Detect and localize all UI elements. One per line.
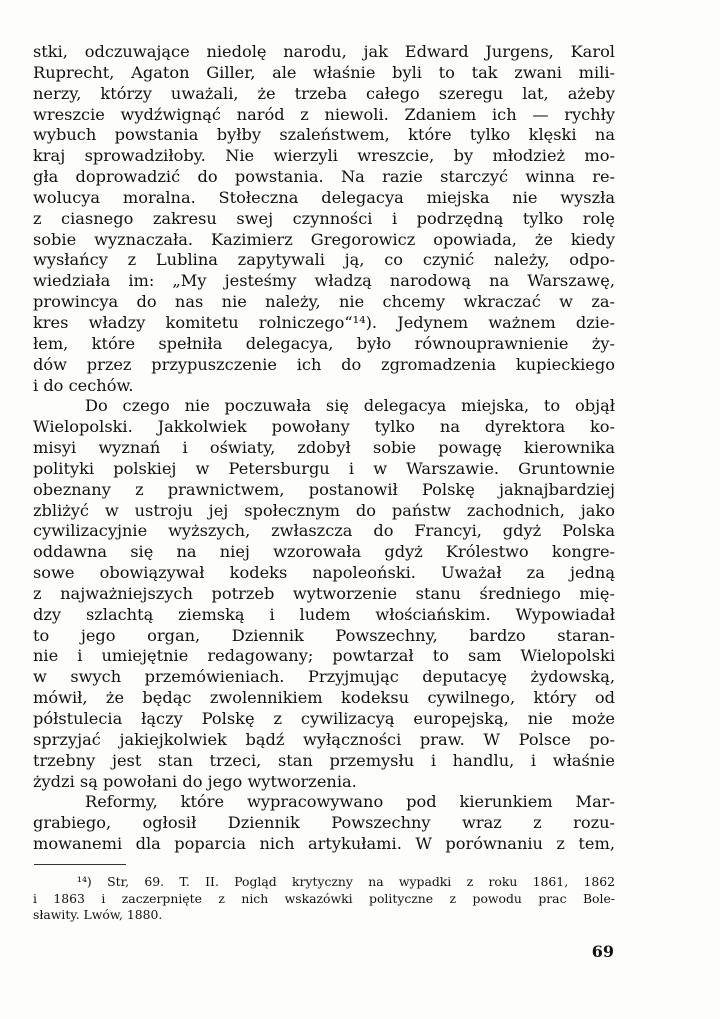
text-line: półstulecia łączy Polskę z cywilizacyą europejską, nie może [33,709,615,728]
text-line: cywilizacyjnie wyższych, zwłaszcza do Francyi, gdyż Polska [33,521,615,541]
text-line: z ciasnego zakresu swej czynności i podrzędną tylko rolę [33,208,615,228]
text-line: dzy szlachtą ziemską i ludem włościańskim. Wypowiadał [33,604,615,624]
main-text [33,42,615,855]
text-line: z najważniejszych potrzeb wytworzenie stanu średniego mię- [33,583,615,603]
footnote-line: sławity. Lwów, 1880. [33,907,163,922]
text-line: sobie wyznaczała. Kazimierz Gregorowicz opowiada, że kiedy [33,229,615,249]
page-number: 69 [591,942,614,961]
text-line: wysłańcy z Lublina zapytywali ją, co czynić należy, odpo- [33,250,615,270]
text-line: kraj sprowadziłoby. Nie wierzyli wreszcie, by młodzież mo- [33,146,615,166]
text-line: łem, które spełniła delegacya, było równouprawnienie ży- [33,333,615,353]
text-line: w swych przemówieniach. Przyjmując deputacyę żydowską, [33,667,615,687]
text-line: wreszcie wydźwignąć naród z niewoli. Zdaniem ich — rychły [33,104,615,124]
text-line: prowincya do nas nie należy, nie chcemy wkraczać w za- [33,292,615,312]
footnote-line: ¹⁴) Str, 69. T. II. Pogląd krytyczny na wypadki z roku 1861, 1862 [77,874,615,889]
text-line: kres władzy komitetu rolniczego“¹⁴). Jedynem ważnem dzie- [33,312,615,332]
text-line: zbliżyć w ustroju jej społecznym do państw zachodnich, jako [33,500,615,520]
footnote-line: i 1863 i zaczerpnięte z nich wskazówki polityczne z powodu prac Bole- [33,890,615,906]
text-line: misyi wyznań i oświaty, zdobył sobie powagę kierownika [33,438,615,458]
text-line: żydzi są powołani do jego wytworzenia. [33,771,357,791]
text-line: mowanemi dla poparcia nich artykułami. W porównaniu z tem, [33,834,615,854]
text-line: sowe obowiązywał kodeks napoleoński. Uważał za jedną [33,563,615,583]
text-line: gła doprowadzić do powstania. Na razie starczyć winna re- [33,167,615,187]
text-line: wolucya moralna. Stołeczna delegacya miejska nie wyszła [33,187,615,207]
text-line: grabiego, ogłosił Dziennik Powszechny wraz z rozu- [33,813,615,833]
paragraph-start: Do czego nie poczuwała się delegacya miejska, to objął [85,396,615,416]
text-line: mówił, że będąc zwolennikiem kodeksu cywilnego, który od [33,688,615,708]
text-line: trzebny jest stan trzeci, stan przemysłu i handlu, i właśnie [33,750,615,770]
text-line: dów przez przypuszczenie ich do zgromadzenia kupieckiego [33,354,615,374]
paragraph-start: Reformy, które wypracowywano pod kierunkiem Mar- [85,792,615,812]
text-line: polityki polskiej w Petersburgu i w Warszawie. Gruntownie [33,458,615,478]
text-line: wybuch powstania byłby szaleństwem, które tylko klęski na [33,125,615,145]
text-line: Wielopolski. Jakkolwiek powołany tylko na dyrektora ko- [33,417,615,437]
text-line: i do cechów. [33,375,134,395]
text-line: wiedziała im: „My jesteśmy władzą narodową na Warszawę, [33,271,615,291]
text-line: obeznany z prawnictwem, postanowił Polskę jaknajbardziej [33,479,615,499]
footnote-block [33,874,615,924]
text-line: nerzy, którzy uważali, że trzeba całego szeregu lat, ażeby [33,83,615,103]
footnote-divider [34,864,126,865]
text-line: Ruprecht, Agaton Giller, ale właśnie byli to tak zwani mili- [33,62,615,82]
text-line: sprzyjać jakiejkolwiek bądź wyłączności praw. W Polsce po- [33,729,615,749]
text-line: stki, odczuwające niedolę narodu, jak Edward Jurgens, Karol [33,42,615,61]
text-line: nie i umiejętnie redagowany; powtarzał to sam Wielopolski [33,646,615,666]
text-line: oddawna się na niej wzorowała gdyż Królestwo kongre- [33,542,615,562]
text-line: to jego organ, Dziennik Powszechny, bardzo staran- [33,625,615,645]
